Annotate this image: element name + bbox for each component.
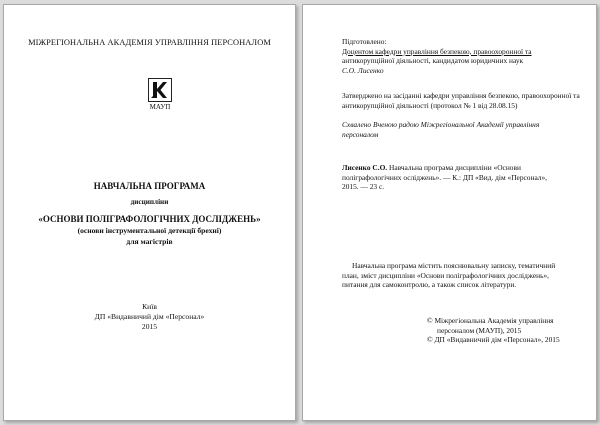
approved-line: Затверджено на засіданні кафедри управління безпекою, правоохоронної та <box>342 91 580 100</box>
prepared-author: С.О. Лисенко <box>342 65 384 75</box>
imprint-city: Київ <box>142 302 157 311</box>
academy-name: МІЖРЕГІОНАЛЬНА АКАДЕМІЯ УПРАВЛІННЯ ПЕРСОНАЛОМ <box>28 38 271 47</box>
course-subtitle: (основи інструментальної детекції брехні) <box>77 226 222 235</box>
biblio-line: 2015. — 23 с. <box>342 182 385 192</box>
recommended-line: Схвалено Вченою радою Міжрегіональної Академії управління <box>342 120 540 129</box>
title-page <box>3 4 296 421</box>
prepared-by-block <box>342 37 587 75</box>
copyright-line: © Міжрегіональна Академія управління <box>427 316 554 325</box>
bibliographic-description <box>342 163 587 192</box>
recommended-line: персоналом <box>342 129 379 139</box>
annotation-line: план, зміст дисципліни «Основи поліграфологічних досліджень», <box>342 270 549 280</box>
imprint-publisher: ДП «Видавничий дім «Персонал» <box>94 312 205 321</box>
copyright-line: персоналом (МАУП), 2015 <box>437 325 522 335</box>
copyright-line: © ДП «Видавничий дім «Персонал», 2015 <box>427 335 560 345</box>
approved-block <box>342 91 587 110</box>
recommended-block <box>342 120 587 139</box>
prepared-line: Доцентом кафедри управління безпекою, правоохоронної та <box>342 46 532 56</box>
approved-line: антикорупційної діяльності (протокол № 1 від 28.08.15) <box>342 100 518 110</box>
biblio-text: Навчальна програма дисципліни «Основи <box>387 163 521 172</box>
discipline-label: дисципліни <box>130 198 169 206</box>
annotation-line: Навчальна програма містить пояснювальну записку, тематичний <box>352 261 556 270</box>
biblio-line <box>342 163 587 173</box>
audience-label: для магістрів <box>126 237 173 246</box>
prepared-label: Підготовлено: <box>342 37 387 46</box>
prepared-line: антикорупційної діяльності, кандидатом юридичних наук <box>342 56 524 66</box>
maup-logo <box>148 78 172 102</box>
annotation <box>342 261 587 290</box>
biblio-line: поліграфологічних осліджень». — К.: ДП «Вид. дім «Персонал», <box>342 172 548 182</box>
imprint-page <box>302 4 597 421</box>
annotation-line: питання для самоконтролю, а також список літератури. <box>342 280 517 290</box>
imprint-year: 2015 <box>141 322 158 331</box>
logo-caption: МАУП <box>149 103 171 111</box>
document-title: НАВЧАЛЬНА ПРОГРАМА <box>93 181 206 191</box>
biblio-author: Лисенко С.О. <box>342 163 388 172</box>
copyright-block <box>427 316 597 345</box>
course-name: «ОСНОВИ ПОЛІГРАФОЛОГІЧНИХ ДОСЛІДЖЕНЬ» <box>38 214 261 224</box>
